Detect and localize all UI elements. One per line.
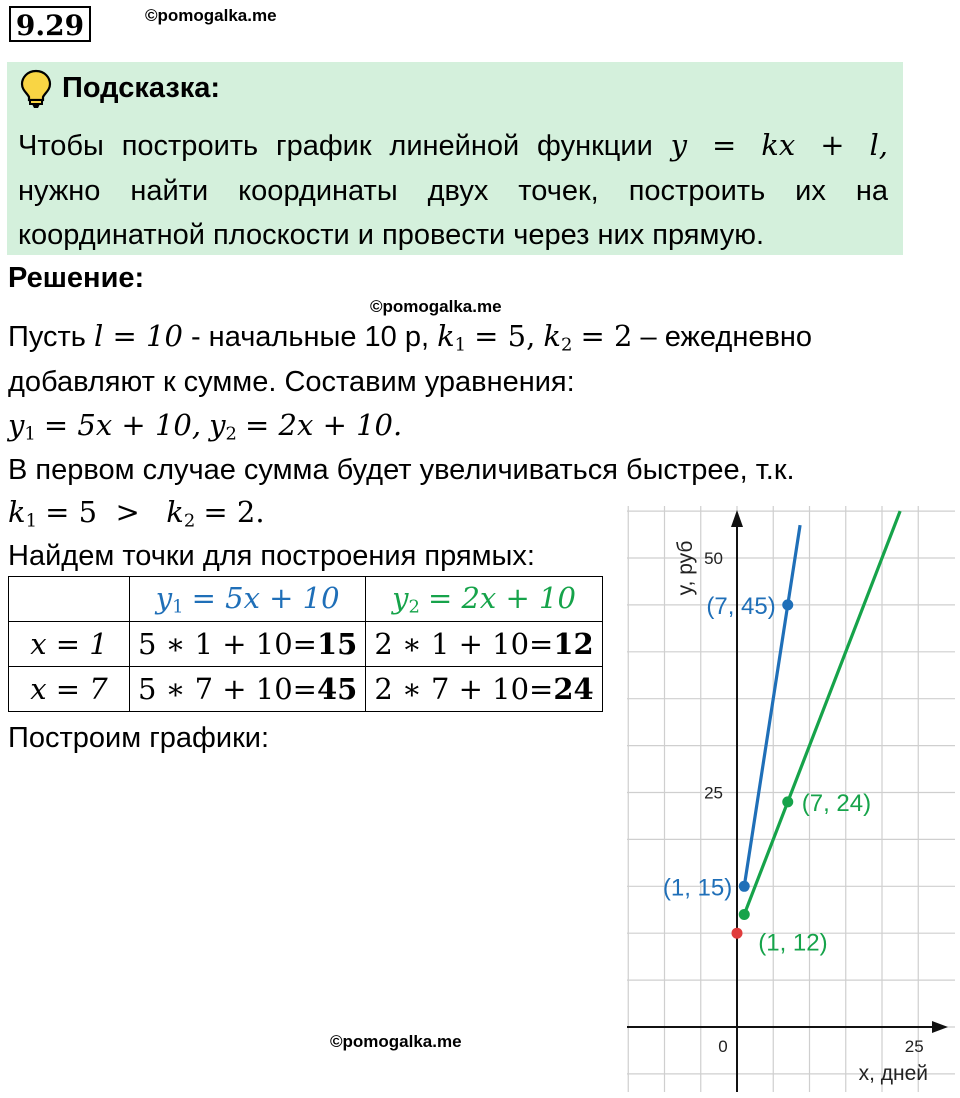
x-tick-label: 25 bbox=[904, 1037, 924, 1056]
chart-labels bbox=[663, 541, 928, 1085]
solution-line-4: В первом случае сумма будет увеличиваться быстрее, т.к. bbox=[8, 454, 795, 486]
table-header-y2: $y_2 = 2x + 10$ bbox=[366, 577, 602, 622]
data-point-label: (7, 45) bbox=[706, 592, 776, 620]
hint-line-1: Чтобы построить график линейной функции y = kx + l, bbox=[18, 128, 888, 162]
data-point bbox=[739, 881, 750, 892]
solution-line-3: $y_1 = 5x + 10$, $y_2 = 2x + 10$. bbox=[8, 408, 403, 445]
lightbulb-icon bbox=[18, 68, 54, 115]
table-row bbox=[9, 622, 603, 667]
data-point-label: (7, 24) bbox=[801, 789, 872, 817]
hint-title: Подсказка: bbox=[62, 72, 221, 104]
hint-line-2: нужно найти координаты двух точек, построить их на bbox=[18, 175, 888, 207]
data-point-label: (1, 12) bbox=[758, 929, 828, 957]
watermark-top: ©pomogalka.me bbox=[145, 6, 277, 25]
table-cell-y2: 2 ∗ 7 + 10=24 bbox=[366, 667, 602, 712]
y-tick-label: 50 bbox=[704, 549, 723, 568]
line-chart bbox=[615, 500, 955, 1095]
problem-number: 9.29 bbox=[9, 6, 91, 42]
solution-line-6: Найдем точки для построения прямых: bbox=[8, 540, 535, 572]
y-axis-arrow bbox=[731, 510, 743, 527]
table-cell-x: x = 7 bbox=[9, 667, 130, 712]
solution-heading: Решение: bbox=[8, 262, 145, 294]
data-point-label: (1, 15) bbox=[662, 874, 733, 902]
solution-line-2: добавляют к сумме. Составим уравнения: bbox=[8, 366, 575, 398]
table-cell-y2: 2 ∗ 1 + 10=12 bbox=[366, 622, 602, 667]
table-header-row bbox=[9, 577, 603, 622]
x-axis-arrow bbox=[932, 1021, 948, 1033]
y-axis-label: y, руб bbox=[674, 540, 697, 596]
table-row bbox=[9, 667, 603, 712]
series-line-1 bbox=[744, 525, 800, 886]
table-cell-y1: 5 ∗ 1 + 10=15 bbox=[130, 622, 366, 667]
solution-line-1: Пусть l = 10 - начальные 10 р, $k_1 = 5$, $k_2 = 2$ – ежедневно bbox=[8, 319, 813, 356]
data-point bbox=[732, 928, 743, 939]
x-axis-label: x, дней bbox=[858, 1062, 928, 1085]
watermark-bottom: ©pomogalka.me bbox=[330, 1032, 462, 1051]
table-header-y1: $y_1 = 5x + 10$ bbox=[130, 577, 366, 622]
data-point bbox=[782, 796, 793, 807]
points-table bbox=[8, 576, 603, 712]
data-point bbox=[739, 909, 750, 920]
series-line-2 bbox=[744, 511, 900, 914]
table-cell-x: x = 1 bbox=[9, 622, 130, 667]
hint-line-3: координатной плоскости и провести через них прямую. bbox=[18, 219, 765, 251]
solution-line-7: Построим графики: bbox=[8, 722, 270, 754]
y-tick-label: 25 bbox=[704, 783, 723, 803]
table-cell-y1: 5 ∗ 7 + 10=45 bbox=[130, 667, 366, 712]
x-tick-label: 0 bbox=[718, 1037, 728, 1056]
solution-line-5: $k_1 = 5 > k_2 = 2$. bbox=[8, 495, 265, 532]
data-point bbox=[782, 599, 793, 610]
table-corner-cell bbox=[9, 577, 130, 622]
chart-series bbox=[744, 511, 900, 914]
watermark-mid: ©pomogalka.me bbox=[370, 297, 502, 316]
